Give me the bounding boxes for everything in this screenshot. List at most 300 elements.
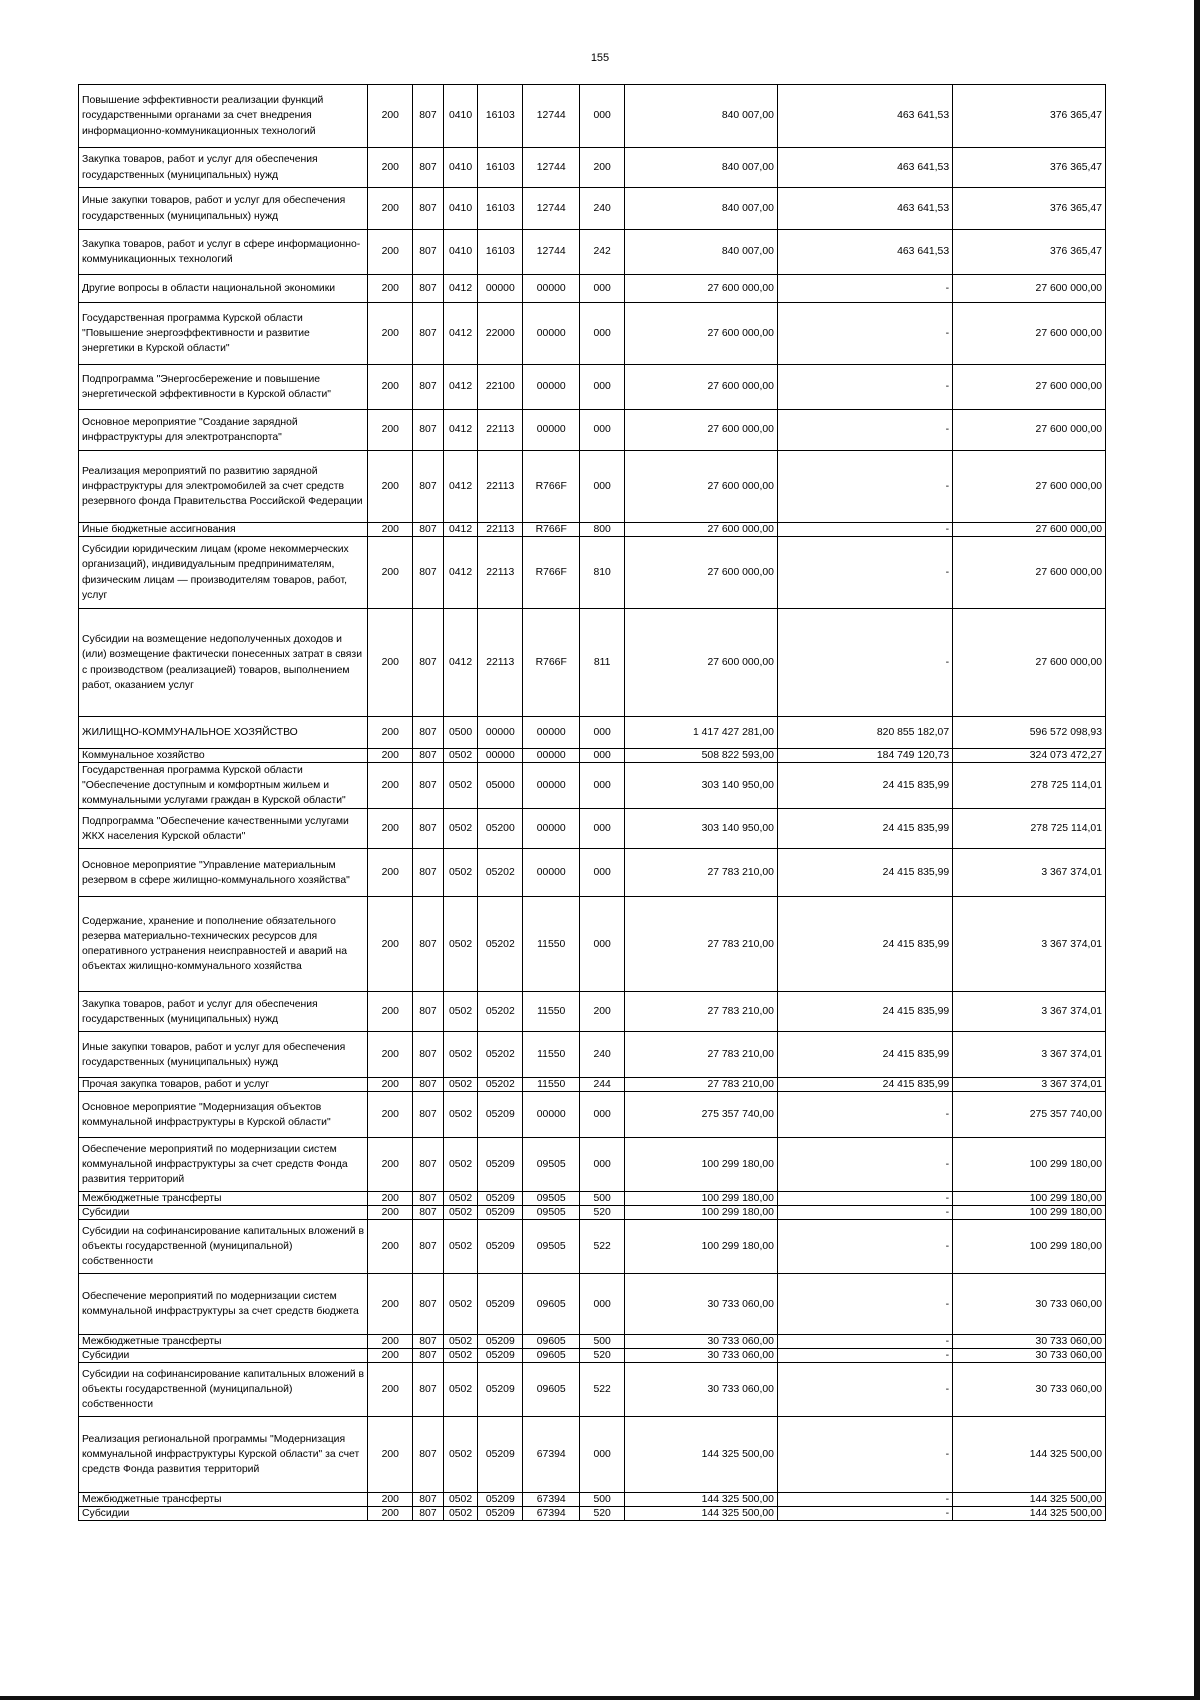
row-code2-cell: 807 xyxy=(413,451,444,523)
row-name-cell: ЖИЛИЩНО-КОММУНАЛЬНОЕ ХОЗЯЙСТВО xyxy=(79,717,368,749)
row-amount-plan-cell: 30 733 060,00 xyxy=(625,1349,778,1363)
table-row xyxy=(79,303,1106,365)
row-code1-cell: 200 xyxy=(368,275,413,303)
row-code4-cell: 05202 xyxy=(478,897,523,992)
row-code1-cell: 200 xyxy=(368,1138,413,1192)
row-code1-cell: 200 xyxy=(368,1417,413,1493)
row-code4-cell: 16103 xyxy=(478,85,523,148)
row-amount-rest-cell: 3 367 374,01 xyxy=(953,992,1106,1032)
row-code6-cell: 500 xyxy=(580,1335,625,1349)
row-code5-cell: 12744 xyxy=(523,148,580,188)
row-code2-cell: 807 xyxy=(413,365,444,410)
row-code3-cell: 0502 xyxy=(443,992,478,1032)
row-code6-cell: 000 xyxy=(580,897,625,992)
table-row xyxy=(79,1078,1106,1092)
row-code6-cell: 000 xyxy=(580,1417,625,1493)
row-code2-cell: 807 xyxy=(413,763,444,809)
row-code2-cell: 807 xyxy=(413,1092,444,1138)
row-code5-cell: 09505 xyxy=(523,1138,580,1192)
row-amount-rest-cell: 27 600 000,00 xyxy=(953,275,1106,303)
row-code6-cell: 000 xyxy=(580,85,625,148)
row-code4-cell: 05202 xyxy=(478,1078,523,1092)
row-code3-cell: 0410 xyxy=(443,148,478,188)
row-amount-rest-cell: 376 365,47 xyxy=(953,85,1106,148)
row-code5-cell: R766F xyxy=(523,537,580,609)
row-code6-cell: 000 xyxy=(580,849,625,897)
table-row xyxy=(79,1349,1106,1363)
row-code4-cell: 05209 xyxy=(478,1138,523,1192)
row-code5-cell: 00000 xyxy=(523,365,580,410)
row-amount-plan-cell: 275 357 740,00 xyxy=(625,1092,778,1138)
row-code6-cell: 520 xyxy=(580,1507,625,1521)
scan-edge-right xyxy=(1194,0,1200,1700)
row-amount-exec-cell: - xyxy=(777,1335,952,1349)
row-name-cell: Закупка товаров, работ и услуг для обеспечения государственных (муниципальных) нужд xyxy=(79,148,368,188)
row-code1-cell: 200 xyxy=(368,188,413,230)
row-code2-cell: 807 xyxy=(413,1507,444,1521)
row-code2-cell: 807 xyxy=(413,410,444,451)
row-code6-cell: 000 xyxy=(580,1092,625,1138)
row-name-cell: Субсидии xyxy=(79,1206,368,1220)
row-code2-cell: 807 xyxy=(413,85,444,148)
row-name-cell: Государственная программа Курской области "Обеспечение доступным и комфортным жильем и коммунальными услугами граждан в Курской области" xyxy=(79,763,368,809)
row-code6-cell: 000 xyxy=(580,763,625,809)
row-code6-cell: 522 xyxy=(580,1220,625,1274)
table-row xyxy=(79,1192,1106,1206)
row-amount-plan-cell: 27 600 000,00 xyxy=(625,609,778,717)
row-name-cell: Обеспечение мероприятий по модернизации систем коммунальной инфраструктуры за счет средств бюджета xyxy=(79,1274,368,1335)
row-amount-plan-cell: 27 783 210,00 xyxy=(625,992,778,1032)
row-code4-cell: 05000 xyxy=(478,763,523,809)
row-code1-cell: 200 xyxy=(368,1092,413,1138)
row-code1-cell: 200 xyxy=(368,537,413,609)
row-code5-cell: 12744 xyxy=(523,188,580,230)
row-amount-plan-cell: 508 822 593,00 xyxy=(625,749,778,763)
row-amount-plan-cell: 100 299 180,00 xyxy=(625,1220,778,1274)
row-name-cell: Иные закупки товаров, работ и услуг для обеспечения государственных (муниципальных) нужд xyxy=(79,188,368,230)
row-amount-plan-cell: 30 733 060,00 xyxy=(625,1274,778,1335)
row-code2-cell: 807 xyxy=(413,275,444,303)
table-row xyxy=(79,1092,1106,1138)
row-amount-plan-cell: 840 007,00 xyxy=(625,148,778,188)
row-code1-cell: 200 xyxy=(368,1206,413,1220)
row-code6-cell: 240 xyxy=(580,188,625,230)
row-code4-cell: 05209 xyxy=(478,1092,523,1138)
row-code3-cell: 0502 xyxy=(443,1417,478,1493)
table-row xyxy=(79,1507,1106,1521)
row-code5-cell: 11550 xyxy=(523,1032,580,1078)
row-code6-cell: 522 xyxy=(580,1363,625,1417)
row-code2-cell: 807 xyxy=(413,1335,444,1349)
row-amount-plan-cell: 27 600 000,00 xyxy=(625,523,778,537)
row-code6-cell: 000 xyxy=(580,365,625,410)
row-code4-cell: 05209 xyxy=(478,1192,523,1206)
row-code5-cell: 00000 xyxy=(523,763,580,809)
row-code5-cell: 67394 xyxy=(523,1493,580,1507)
table-row xyxy=(79,897,1106,992)
row-code5-cell: 00000 xyxy=(523,849,580,897)
row-amount-exec-cell: - xyxy=(777,609,952,717)
row-code3-cell: 0502 xyxy=(443,749,478,763)
row-code2-cell: 807 xyxy=(413,1078,444,1092)
row-code5-cell: 09605 xyxy=(523,1335,580,1349)
row-amount-plan-cell: 27 600 000,00 xyxy=(625,303,778,365)
row-name-cell: Основное мероприятие "Создание зарядной инфраструктуры для электротранспорта" xyxy=(79,410,368,451)
row-amount-rest-cell: 3 367 374,01 xyxy=(953,1078,1106,1092)
row-code4-cell: 22100 xyxy=(478,365,523,410)
row-code6-cell: 000 xyxy=(580,303,625,365)
row-code1-cell: 200 xyxy=(368,609,413,717)
row-code4-cell: 05200 xyxy=(478,809,523,849)
row-code3-cell: 0410 xyxy=(443,85,478,148)
row-code3-cell: 0410 xyxy=(443,230,478,275)
row-code6-cell: 240 xyxy=(580,1032,625,1078)
row-amount-plan-cell: 27 783 210,00 xyxy=(625,849,778,897)
table-row xyxy=(79,1335,1106,1349)
row-code5-cell: 00000 xyxy=(523,1092,580,1138)
row-code5-cell: 00000 xyxy=(523,303,580,365)
row-code3-cell: 0500 xyxy=(443,717,478,749)
row-amount-exec-cell: - xyxy=(777,1349,952,1363)
row-code6-cell: 000 xyxy=(580,410,625,451)
row-amount-exec-cell: 24 415 835,99 xyxy=(777,1032,952,1078)
row-name-cell: Иные закупки товаров, работ и услуг для обеспечения государственных (муниципальных) нужд xyxy=(79,1032,368,1078)
row-code6-cell: 000 xyxy=(580,451,625,523)
row-code1-cell: 200 xyxy=(368,410,413,451)
row-code4-cell: 05209 xyxy=(478,1507,523,1521)
row-name-cell: Субсидии xyxy=(79,1349,368,1363)
row-code1-cell: 200 xyxy=(368,365,413,410)
row-code1-cell: 200 xyxy=(368,992,413,1032)
row-amount-rest-cell: 27 600 000,00 xyxy=(953,365,1106,410)
row-amount-exec-cell: - xyxy=(777,365,952,410)
row-code2-cell: 807 xyxy=(413,1138,444,1192)
row-amount-rest-cell: 100 299 180,00 xyxy=(953,1138,1106,1192)
row-code3-cell: 0502 xyxy=(443,1138,478,1192)
row-amount-rest-cell: 144 325 500,00 xyxy=(953,1493,1106,1507)
row-amount-exec-cell: 24 415 835,99 xyxy=(777,992,952,1032)
row-code3-cell: 0502 xyxy=(443,1192,478,1206)
row-amount-rest-cell: 100 299 180,00 xyxy=(953,1192,1106,1206)
table-row xyxy=(79,523,1106,537)
row-code1-cell: 200 xyxy=(368,1078,413,1092)
row-code2-cell: 807 xyxy=(413,749,444,763)
row-amount-plan-cell: 100 299 180,00 xyxy=(625,1192,778,1206)
row-code4-cell: 05209 xyxy=(478,1206,523,1220)
row-code3-cell: 0412 xyxy=(443,410,478,451)
row-code3-cell: 0502 xyxy=(443,1032,478,1078)
row-amount-plan-cell: 27 783 210,00 xyxy=(625,897,778,992)
row-name-cell: Коммунальное хозяйство xyxy=(79,749,368,763)
row-code5-cell: 00000 xyxy=(523,717,580,749)
row-amount-rest-cell: 30 733 060,00 xyxy=(953,1335,1106,1349)
row-amount-exec-cell: - xyxy=(777,537,952,609)
row-amount-rest-cell: 100 299 180,00 xyxy=(953,1206,1106,1220)
row-amount-exec-cell: 463 641,53 xyxy=(777,148,952,188)
table-row xyxy=(79,609,1106,717)
row-code4-cell: 05209 xyxy=(478,1335,523,1349)
row-amount-plan-cell: 27 783 210,00 xyxy=(625,1032,778,1078)
row-code1-cell: 200 xyxy=(368,1192,413,1206)
row-code3-cell: 0502 xyxy=(443,1206,478,1220)
table-row xyxy=(79,188,1106,230)
row-code2-cell: 807 xyxy=(413,1206,444,1220)
row-code2-cell: 807 xyxy=(413,809,444,849)
row-code5-cell: 67394 xyxy=(523,1417,580,1493)
row-code1-cell: 200 xyxy=(368,1493,413,1507)
table-row xyxy=(79,1417,1106,1493)
row-code5-cell: 11550 xyxy=(523,992,580,1032)
row-amount-rest-cell: 3 367 374,01 xyxy=(953,1032,1106,1078)
row-code3-cell: 0412 xyxy=(443,451,478,523)
row-code6-cell: 000 xyxy=(580,717,625,749)
row-amount-exec-cell: - xyxy=(777,523,952,537)
row-amount-exec-cell: - xyxy=(777,1363,952,1417)
row-code2-cell: 807 xyxy=(413,303,444,365)
row-code5-cell: 00000 xyxy=(523,809,580,849)
row-amount-rest-cell: 30 733 060,00 xyxy=(953,1349,1106,1363)
row-code3-cell: 0502 xyxy=(443,1335,478,1349)
row-code2-cell: 807 xyxy=(413,1220,444,1274)
row-code6-cell: 800 xyxy=(580,523,625,537)
row-amount-rest-cell: 596 572 098,93 xyxy=(953,717,1106,749)
row-code4-cell: 22000 xyxy=(478,303,523,365)
row-code6-cell: 500 xyxy=(580,1192,625,1206)
row-amount-rest-cell: 278 725 114,01 xyxy=(953,809,1106,849)
row-code2-cell: 807 xyxy=(413,1363,444,1417)
row-amount-plan-cell: 27 600 000,00 xyxy=(625,537,778,609)
row-code3-cell: 0502 xyxy=(443,1507,478,1521)
row-code5-cell: 09605 xyxy=(523,1274,580,1335)
row-code4-cell: 22113 xyxy=(478,523,523,537)
row-amount-plan-cell: 27 600 000,00 xyxy=(625,275,778,303)
row-code1-cell: 200 xyxy=(368,1335,413,1349)
row-code2-cell: 807 xyxy=(413,188,444,230)
row-name-cell: Основное мероприятие "Модернизация объектов коммунальной инфраструктуры в Курской области" xyxy=(79,1092,368,1138)
row-code3-cell: 0502 xyxy=(443,1349,478,1363)
row-amount-rest-cell: 27 600 000,00 xyxy=(953,451,1106,523)
page-number: 155 xyxy=(590,52,610,64)
row-code2-cell: 807 xyxy=(413,717,444,749)
row-name-cell: Обеспечение мероприятий по модернизации систем коммунальной инфраструктуры за счет средств Фонда развития территорий xyxy=(79,1138,368,1192)
row-code1-cell: 200 xyxy=(368,1220,413,1274)
row-code4-cell: 05202 xyxy=(478,1032,523,1078)
row-amount-exec-cell: - xyxy=(777,1206,952,1220)
row-code5-cell: R766F xyxy=(523,451,580,523)
row-code4-cell: 22113 xyxy=(478,609,523,717)
row-code5-cell: 00000 xyxy=(523,410,580,451)
row-code6-cell: 000 xyxy=(580,275,625,303)
row-amount-plan-cell: 303 140 950,00 xyxy=(625,763,778,809)
row-amount-exec-cell: 184 749 120,73 xyxy=(777,749,952,763)
table-row xyxy=(79,1032,1106,1078)
row-code3-cell: 0502 xyxy=(443,1092,478,1138)
row-amount-rest-cell: 275 357 740,00 xyxy=(953,1092,1106,1138)
row-name-cell: Межбюджетные трансферты xyxy=(79,1192,368,1206)
row-amount-exec-cell: 24 415 835,99 xyxy=(777,809,952,849)
row-amount-rest-cell: 27 600 000,00 xyxy=(953,609,1106,717)
row-code5-cell: 67394 xyxy=(523,1507,580,1521)
row-code1-cell: 200 xyxy=(368,849,413,897)
row-name-cell: Субсидии на возмещение недополученных доходов и (или) возмещение фактически понесенных затрат в связи с производством (реализацией) товаров, выполнением работ, оказанием услуг xyxy=(79,609,368,717)
table-row xyxy=(79,1206,1106,1220)
row-amount-exec-cell: - xyxy=(777,1092,952,1138)
row-code1-cell: 200 xyxy=(368,451,413,523)
row-code3-cell: 0502 xyxy=(443,763,478,809)
row-amount-rest-cell: 376 365,47 xyxy=(953,148,1106,188)
row-amount-plan-cell: 27 600 000,00 xyxy=(625,451,778,523)
row-name-cell: Межбюджетные трансферты xyxy=(79,1335,368,1349)
table-row xyxy=(79,1363,1106,1417)
row-amount-exec-cell: 24 415 835,99 xyxy=(777,1078,952,1092)
row-code5-cell: 11550 xyxy=(523,897,580,992)
row-code2-cell: 807 xyxy=(413,849,444,897)
row-code2-cell: 807 xyxy=(413,1417,444,1493)
row-code6-cell: 244 xyxy=(580,1078,625,1092)
scan-edge-bottom xyxy=(0,1696,1200,1700)
table-row xyxy=(79,763,1106,809)
row-amount-exec-cell: - xyxy=(777,1220,952,1274)
row-name-cell: Другие вопросы в области национальной экономики xyxy=(79,275,368,303)
row-code1-cell: 200 xyxy=(368,1507,413,1521)
row-code3-cell: 0412 xyxy=(443,537,478,609)
row-amount-plan-cell: 30 733 060,00 xyxy=(625,1335,778,1349)
row-code1-cell: 200 xyxy=(368,85,413,148)
row-code1-cell: 200 xyxy=(368,230,413,275)
row-code4-cell: 05209 xyxy=(478,1363,523,1417)
table-row xyxy=(79,749,1106,763)
row-amount-plan-cell: 27 783 210,00 xyxy=(625,1078,778,1092)
row-amount-rest-cell: 376 365,47 xyxy=(953,188,1106,230)
row-code4-cell: 16103 xyxy=(478,230,523,275)
row-amount-plan-cell: 840 007,00 xyxy=(625,85,778,148)
row-amount-exec-cell: - xyxy=(777,303,952,365)
row-code5-cell: 09505 xyxy=(523,1192,580,1206)
row-name-cell: Закупка товаров, работ и услуг для обеспечения государственных (муниципальных) нужд xyxy=(79,992,368,1032)
row-amount-rest-cell: 278 725 114,01 xyxy=(953,763,1106,809)
row-code6-cell: 000 xyxy=(580,1138,625,1192)
row-code3-cell: 0412 xyxy=(443,523,478,537)
row-code2-cell: 807 xyxy=(413,1032,444,1078)
row-code1-cell: 200 xyxy=(368,523,413,537)
row-name-cell: Повышение эффективности реализации функций государственными органами за счет внедрения информационно-коммуникационных технологий xyxy=(79,85,368,148)
row-amount-rest-cell: 30 733 060,00 xyxy=(953,1363,1106,1417)
row-amount-exec-cell: 24 415 835,99 xyxy=(777,897,952,992)
row-code1-cell: 200 xyxy=(368,1363,413,1417)
table-row xyxy=(79,717,1106,749)
row-amount-rest-cell: 27 600 000,00 xyxy=(953,410,1106,451)
row-code1-cell: 200 xyxy=(368,303,413,365)
row-code2-cell: 807 xyxy=(413,1192,444,1206)
row-code4-cell: 22113 xyxy=(478,410,523,451)
table-row xyxy=(79,809,1106,849)
row-amount-exec-cell: - xyxy=(777,1507,952,1521)
row-code6-cell: 242 xyxy=(580,230,625,275)
row-code2-cell: 807 xyxy=(413,897,444,992)
row-code2-cell: 807 xyxy=(413,1274,444,1335)
row-amount-rest-cell: 27 600 000,00 xyxy=(953,537,1106,609)
row-code4-cell: 00000 xyxy=(478,717,523,749)
row-code3-cell: 0502 xyxy=(443,897,478,992)
row-name-cell: Субсидии на софинансирование капитальных вложений в объекты государственной (муниципальной) собственности xyxy=(79,1363,368,1417)
row-amount-rest-cell: 27 600 000,00 xyxy=(953,523,1106,537)
row-code1-cell: 200 xyxy=(368,1274,413,1335)
row-code5-cell: 11550 xyxy=(523,1078,580,1092)
row-amount-exec-cell: - xyxy=(777,1417,952,1493)
row-code5-cell: R766F xyxy=(523,523,580,537)
table-row xyxy=(79,451,1106,523)
row-code1-cell: 200 xyxy=(368,717,413,749)
row-amount-exec-cell: 24 415 835,99 xyxy=(777,849,952,897)
row-code3-cell: 0502 xyxy=(443,1078,478,1092)
row-code3-cell: 0410 xyxy=(443,188,478,230)
row-code4-cell: 22113 xyxy=(478,451,523,523)
row-name-cell: Подпрограмма "Энергосбережение и повышение энергетической эффективности в Курской области" xyxy=(79,365,368,410)
row-code2-cell: 807 xyxy=(413,1493,444,1507)
table-row xyxy=(79,230,1106,275)
row-code2-cell: 807 xyxy=(413,992,444,1032)
table-row xyxy=(79,1274,1106,1335)
row-code1-cell: 200 xyxy=(368,763,413,809)
row-amount-plan-cell: 144 325 500,00 xyxy=(625,1507,778,1521)
row-code2-cell: 807 xyxy=(413,537,444,609)
row-code2-cell: 807 xyxy=(413,148,444,188)
row-code6-cell: 500 xyxy=(580,1493,625,1507)
row-code3-cell: 0412 xyxy=(443,275,478,303)
row-code5-cell: 12744 xyxy=(523,85,580,148)
row-code2-cell: 807 xyxy=(413,230,444,275)
row-amount-exec-cell: 463 641,53 xyxy=(777,230,952,275)
row-code5-cell: 00000 xyxy=(523,275,580,303)
table-row xyxy=(79,992,1106,1032)
row-code5-cell: 12744 xyxy=(523,230,580,275)
row-code1-cell: 200 xyxy=(368,1349,413,1363)
row-code3-cell: 0502 xyxy=(443,1493,478,1507)
row-code4-cell: 22113 xyxy=(478,537,523,609)
row-amount-plan-cell: 303 140 950,00 xyxy=(625,809,778,849)
row-code5-cell: 09605 xyxy=(523,1349,580,1363)
row-code4-cell: 05202 xyxy=(478,849,523,897)
row-amount-plan-cell: 144 325 500,00 xyxy=(625,1417,778,1493)
row-code3-cell: 0502 xyxy=(443,1363,478,1417)
row-code2-cell: 807 xyxy=(413,523,444,537)
row-code1-cell: 200 xyxy=(368,1032,413,1078)
row-amount-plan-cell: 1 417 427 281,00 xyxy=(625,717,778,749)
row-amount-exec-cell: - xyxy=(777,1192,952,1206)
row-amount-exec-cell: 820 855 182,07 xyxy=(777,717,952,749)
row-code3-cell: 0502 xyxy=(443,809,478,849)
table-row xyxy=(79,1493,1106,1507)
row-amount-exec-cell: 463 641,53 xyxy=(777,188,952,230)
table-row xyxy=(79,275,1106,303)
row-code6-cell: 520 xyxy=(580,1349,625,1363)
row-amount-rest-cell: 3 367 374,01 xyxy=(953,897,1106,992)
row-name-cell: Субсидии юридическим лицам (кроме некоммерческих организаций), индивидуальным предпринимателям, физическим лицам — производителям товаров, работ, услуг xyxy=(79,537,368,609)
table-row xyxy=(79,85,1106,148)
row-amount-plan-cell: 840 007,00 xyxy=(625,230,778,275)
row-amount-exec-cell: - xyxy=(777,1138,952,1192)
row-amount-exec-cell: 24 415 835,99 xyxy=(777,763,952,809)
row-amount-exec-cell: - xyxy=(777,451,952,523)
table-row xyxy=(79,365,1106,410)
row-code1-cell: 200 xyxy=(368,809,413,849)
table-row xyxy=(79,537,1106,609)
row-code4-cell: 16103 xyxy=(478,188,523,230)
row-code2-cell: 807 xyxy=(413,1349,444,1363)
row-name-cell: Закупка товаров, работ и услуг в сфере информационно-коммуникационных технологий xyxy=(79,230,368,275)
row-code6-cell: 000 xyxy=(580,1274,625,1335)
row-code5-cell: 00000 xyxy=(523,749,580,763)
